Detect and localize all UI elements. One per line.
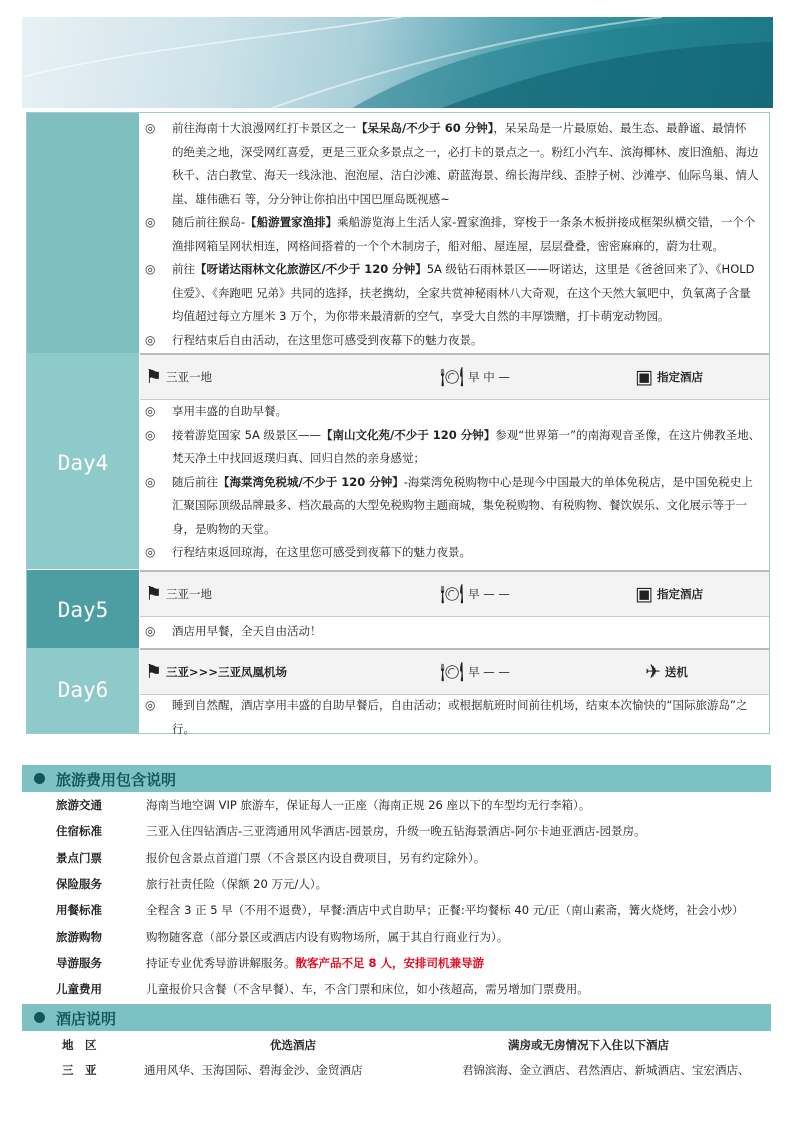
item-text: 随后前往猴岛- <box>172 215 246 229</box>
item-text: 睡到自然醒，酒店享用丰盛的自助早餐后，自由活动；或根据航班时间前往机场，结束本次愉快的“国际旅游岛”之行。 <box>172 698 748 736</box>
day3-content <box>140 117 769 352</box>
itinerary-item <box>140 471 769 542</box>
section-bullet-icon <box>34 773 45 784</box>
item-text: 行程结束后自由活动，在这里您可感受到夜幕下的魅力夜景。 <box>172 332 483 347</box>
day4-content <box>140 400 769 565</box>
day4-route <box>145 355 212 399</box>
location-pin-icon: ⚑ <box>145 365 163 388</box>
meal-icon: 🍽 <box>440 582 465 605</box>
day4-hotel-text: 指定酒店 <box>656 370 703 384</box>
day4-route-text: 三亚一地 <box>166 370 213 384</box>
hotels-section-header <box>22 1004 771 1031</box>
fee-value <box>146 955 484 971</box>
item-highlight: 【南山文化苑/不少于 120 分钟】 <box>321 427 496 442</box>
bullet-icon: ◎ <box>145 332 156 347</box>
bullet-icon: ◎ <box>145 474 156 489</box>
fee-value-text: 儿童报价只含餐（不含早餐）、车，不含门票和床位，如小孩超高，需另增加门票费用。 <box>146 982 589 997</box>
fee-value-text: 购物随客意（部分景区或酒店内设有购物场所，属于其自行商业行为）。 <box>146 929 509 944</box>
fee-value <box>146 902 744 918</box>
day5-label: Day5 <box>57 598 109 622</box>
day4-header-row <box>140 353 769 400</box>
fee-value-text: 全程含 3 正 5 早（不用不退费），早餐:酒店中式自助早；正餐:平均餐标 40 元/正（南山素斋，篝火烧烤，社会小炒） <box>146 903 744 918</box>
day6-transfer <box>645 650 688 694</box>
hotels-row-preferred: 通用风华、玉海国际、碧海金沙、金贸酒店 <box>144 1063 363 1077</box>
day5-meals-text: 早 — — <box>468 587 510 601</box>
hotels-col-backup: 满房或无房情况下入住以下酒店 <box>508 1038 669 1052</box>
hotels-row-backup: 君锦滨海、金立酒店、君然酒店、新城酒店、宝宏酒店、 <box>462 1063 750 1077</box>
location-pin-icon: ⚑ <box>145 660 163 683</box>
item-text: 参观“世界第一”的南海观音圣像，在这片佛教圣地、梵天净土中找回返璞归真、回归自然的亲身感觉； <box>172 427 761 465</box>
fee-value <box>146 850 485 866</box>
day5-hotel <box>635 572 703 616</box>
fee-label: 住宿标准 <box>56 824 102 839</box>
hotels-col-region: 地 区 <box>62 1038 97 1052</box>
fee-value-text: 旅行社责任险（保额 20 万元/人）。 <box>146 876 328 891</box>
fee-label: 旅游购物 <box>56 929 102 944</box>
header-banner <box>22 17 773 108</box>
bullet-icon: ◎ <box>145 404 156 418</box>
bullet-icon: ◎ <box>145 545 156 559</box>
day5-route <box>145 572 212 616</box>
item-text: 行程结束返回琼海，在这里您可感受到夜幕下的魅力夜景。 <box>172 545 471 559</box>
day5-header-row <box>140 570 769 617</box>
hotels-section-title: 酒店说明 <box>56 1010 117 1028</box>
airplane-icon: ✈ <box>645 660 661 683</box>
day6-transfer-text: 送机 <box>664 665 688 679</box>
itinerary-item <box>140 329 769 353</box>
meal-icon: 🍽 <box>440 660 465 683</box>
fee-label: 儿童费用 <box>56 982 102 997</box>
item-text: 前往海南十大浪漫网红打卡景区之一 <box>172 121 356 135</box>
day5-route-text: 三亚一地 <box>166 587 213 601</box>
fee-value-text: 海南当地空调 VIP 旅游车，保证每人一正座（海南正规 26 座以下的车型均无行李箱）。 <box>146 798 591 812</box>
fee-label: 旅游交通 <box>56 798 102 812</box>
fee-value <box>146 929 508 945</box>
item-text: 随后前往 <box>172 474 218 489</box>
day6-header-row <box>140 648 769 695</box>
itinerary-item <box>140 400 769 424</box>
item-text: 乘船游览海上生活人家-置家渔排，穿梭于一条条木板拼接成框架纵横交错，一个个渔排网箱呈网状相连，网格间搭着的一个个木制房子，船对船、屋连屋，层层叠叠，密密麻麻的，蔚为壮观。 <box>172 215 756 253</box>
day6-content <box>140 694 769 741</box>
day4-label: Day4 <box>57 451 109 475</box>
day3-column <box>27 113 139 353</box>
item-highlight: 【船游置家渔排】 <box>245 215 338 229</box>
bullet-icon: ◎ <box>145 215 156 229</box>
item-highlight: 【呆呆岛/不少于 60 分钟】 <box>356 121 494 135</box>
fee-value-text: 持证专业优秀导游讲解服务。 <box>146 955 296 970</box>
banner-wave-graphic <box>22 17 773 108</box>
item-text: -海棠湾免税购物中心是现今中国最大的单体免税店，是中国免税史上汇聚国际顶级品牌最多、档次最高的大型免税购物主题商城，集免税购物、有税购物、餐饮娱乐、文化展示等于一身，是购物的天堂。 <box>172 474 753 536</box>
itinerary-item <box>140 620 769 644</box>
section-bullet-icon <box>34 1012 45 1023</box>
item-text: 接着游览国家 5A 级景区—— <box>172 427 321 442</box>
fee-value-text: 三亚入住四钻酒店-三亚湾通用风华酒店-园景房，升级一晚五钻海景酒店-阿尔卡迪亚酒店-园景房。 <box>146 824 646 839</box>
itinerary-table <box>26 112 770 734</box>
itinerary-item <box>140 117 769 211</box>
day6-route-text: 三亚>>>三亚凤凰机场 <box>166 665 287 679</box>
itinerary-item <box>140 694 769 741</box>
day6-route <box>145 650 287 694</box>
itinerary-item <box>140 424 769 471</box>
day6-meals-text: 早 — — <box>468 665 510 679</box>
fee-label: 用餐标准 <box>56 903 102 918</box>
item-text: ，呆呆岛是一片最原始、最生态、最静谧、最情怀 的绝美之地，深受网红喜爱，更是三亚众多景点之一，必打卡的景点之一。粉红小汽车、滨海椰林、废旧渔船、海边秋千、洁白教堂、海天一线泳池、泡泡屋、洁白沙滩、蔚蓝海景、绵长海岸线、歪脖子树、沙滩亭、仙际鸟巢、情人崖、雄伟礁石 等，分分钟让你拍出中国巴厘岛既视感~ <box>172 121 759 206</box>
day5-meals <box>440 572 510 616</box>
itinerary-item <box>140 541 769 565</box>
fee-label: 景点门票 <box>56 850 102 865</box>
day6-meals <box>440 650 510 694</box>
day4-hotel <box>635 355 703 399</box>
item-text: 5A 级钻石雨林景区——呀诺达，这里是《爸爸回来了》、《HOLD 住爱》、《奔跑吧 兄弟》共同的选择，扶老携幼，全家共赏神秘雨林八大奇观，在这个天然大氧吧中，负氧离子含量均值超过每立方厘米 3 万个，为你带来最清新的空气，享受大自然的丰厚馈赠，打卡萌宠动物园。 <box>172 262 755 323</box>
fee-value <box>146 823 646 839</box>
hotel-icon: ▣ <box>635 582 653 605</box>
meal-icon: 🍽 <box>440 365 465 388</box>
itinerary-item <box>140 258 769 329</box>
hotels-row-region: 三 亚 <box>62 1063 97 1077</box>
fee-value <box>146 797 590 813</box>
bullet-icon: ◎ <box>145 121 156 135</box>
bullet-icon: ◎ <box>145 698 156 712</box>
bullet-icon: ◎ <box>145 262 156 276</box>
item-text: 享用丰盛的自助早餐。 <box>172 404 287 418</box>
day5-hotel-text: 指定酒店 <box>656 587 703 601</box>
item-text: 前往 <box>172 262 195 276</box>
item-text: 酒店用早餐，全天自由活动！ <box>172 624 322 638</box>
fees-section-title: 旅游费用包含说明 <box>56 771 177 789</box>
day5-content <box>140 620 769 644</box>
fees-section-header <box>22 765 771 792</box>
fee-value-text: 报价包含景点首道门票（不含景区内设自费项目，另有约定除外）。 <box>146 850 486 865</box>
hotel-icon: ▣ <box>635 365 653 388</box>
bullet-icon: ◎ <box>145 427 156 442</box>
item-highlight: 【海棠湾免税城/不少于 120 分钟】 <box>218 474 404 489</box>
day6-label: Day6 <box>57 678 109 702</box>
fee-value <box>146 876 327 892</box>
hotels-col-preferred: 优选酒店 <box>270 1038 316 1052</box>
fee-note-highlight: 散客产品不足 8 人，安排司机兼导游 <box>295 955 485 970</box>
fee-label: 导游服务 <box>56 955 102 970</box>
itinerary-item <box>140 211 769 258</box>
fee-label: 保险服务 <box>56 876 102 891</box>
item-highlight: 【呀诺达雨林文化旅游区/不少于 120 分钟】 <box>195 262 427 276</box>
day4-meals <box>440 355 510 399</box>
bullet-icon: ◎ <box>145 624 156 638</box>
fee-value <box>146 981 589 997</box>
day4-meals-text: 早 中 — <box>468 370 510 384</box>
location-pin-icon: ⚑ <box>145 582 163 605</box>
